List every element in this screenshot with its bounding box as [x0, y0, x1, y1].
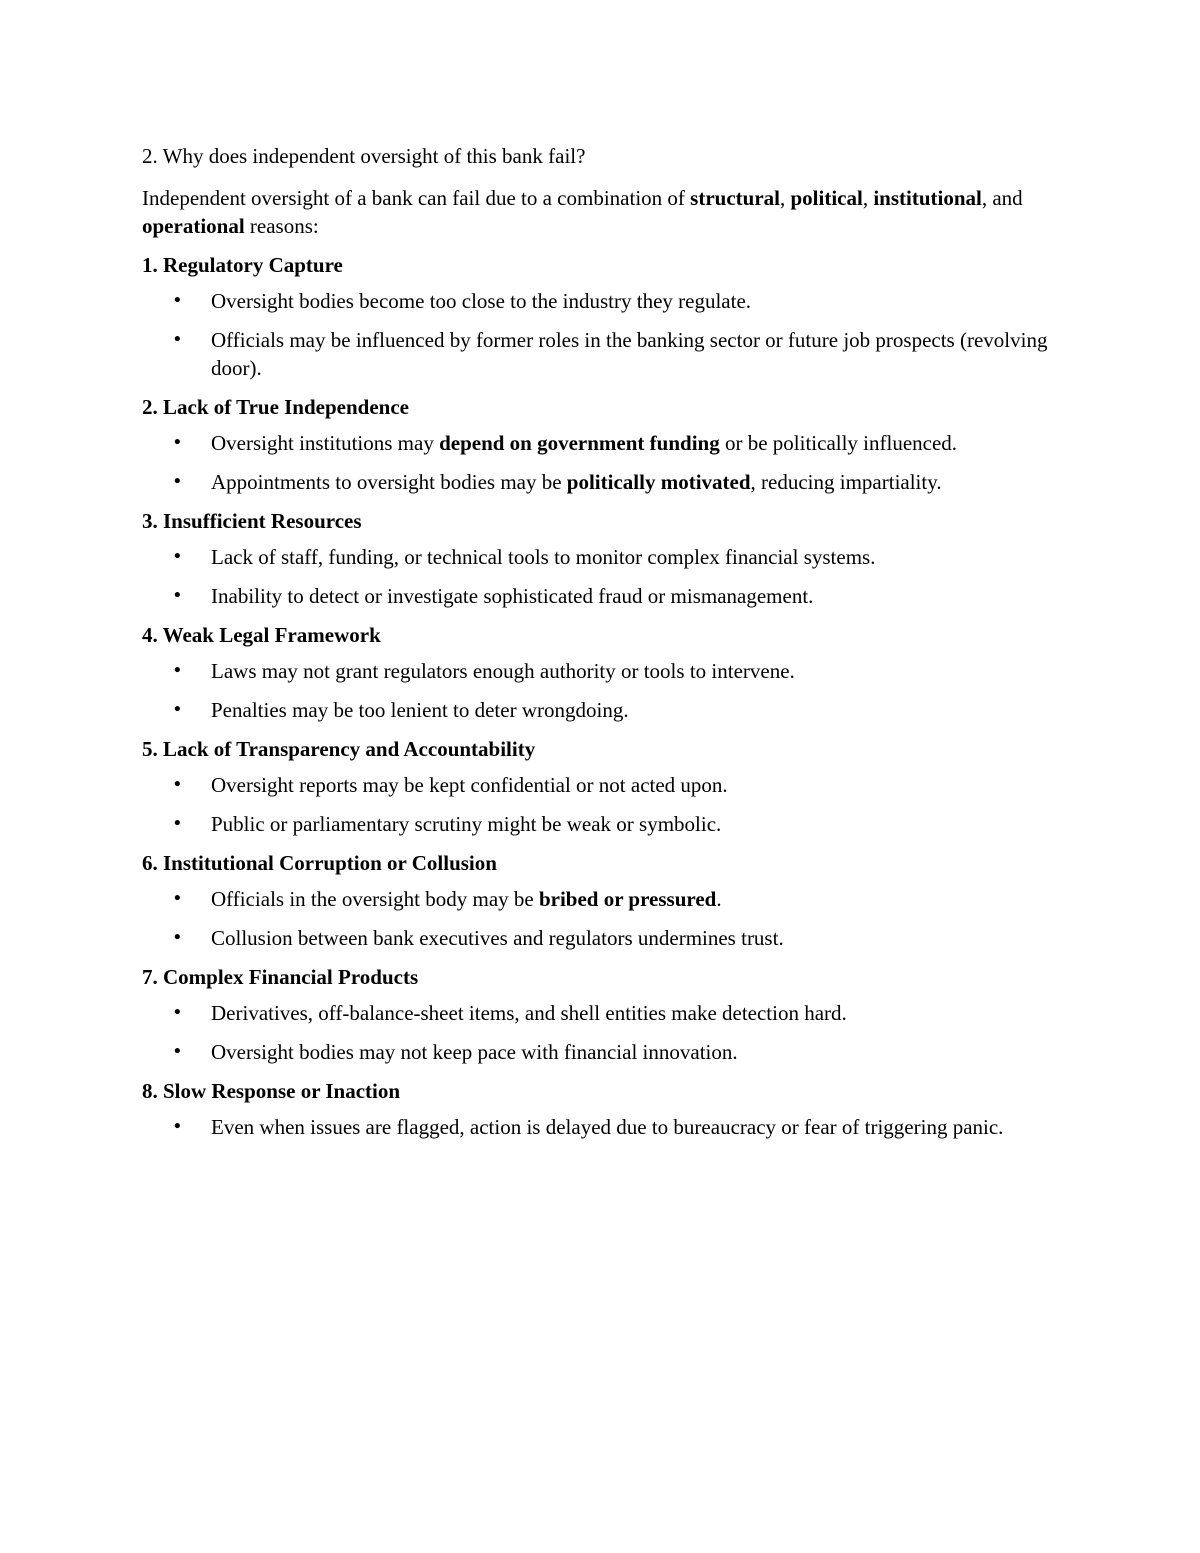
intro-text-4: , and: [981, 186, 1023, 210]
intro-text-1: Independent oversight of a bank can fail due to a combination of: [142, 186, 691, 210]
intro-paragraph: [142, 184, 1062, 240]
bullet-list: [142, 999, 1062, 1066]
section-heading: 2. Lack of True Independence: [142, 395, 409, 419]
section-heading: 8. Slow Response or Inaction: [142, 1079, 401, 1103]
intro-text-5: reasons:: [244, 214, 319, 238]
bullet-icon: •: [174, 813, 181, 834]
section-transparency-accountability: [142, 735, 1062, 838]
bullet-list: [142, 1113, 1062, 1141]
bullet-list: [142, 657, 1062, 724]
section-lack-of-independence: [142, 393, 1062, 496]
bullet-bold-text: politically motivated: [566, 470, 751, 494]
bullet-list: [142, 543, 1062, 610]
section-weak-legal-framework: [142, 621, 1062, 724]
document-page: [142, 142, 1062, 1152]
bullet-item: [142, 1038, 1062, 1066]
bullet-list: [142, 287, 1062, 382]
section-heading: 4. Weak Legal Framework: [142, 623, 381, 647]
bullet-list: [142, 885, 1062, 952]
bullet-text: Inability to detect or investigate sophisticated fraud or mismanagement.: [211, 584, 814, 608]
bullet-text: Derivatives, off-balance-sheet items, and shell entities make detection hard.: [211, 1001, 847, 1025]
bullet-item: [142, 810, 1062, 838]
bullet-text: Oversight institutions may: [211, 431, 440, 455]
bullet-icon: •: [174, 546, 181, 567]
section-regulatory-capture: [142, 251, 1062, 382]
question-text: 2. Why does independent oversight of this bank fail?: [142, 144, 586, 168]
bullet-item: [142, 771, 1062, 799]
bullet-icon: •: [174, 585, 181, 606]
bullet-item: [142, 326, 1062, 382]
section-insufficient-resources: [142, 507, 1062, 610]
bullet-item: [142, 885, 1062, 913]
bullet-icon: •: [174, 699, 181, 720]
section-heading: 1. Regulatory Capture: [142, 253, 343, 277]
bullet-text: Even when issues are flagged, action is delayed due to bureaucracy or fear of triggering panic.: [211, 1115, 1004, 1139]
intro-bold-operational: operational: [142, 214, 245, 238]
bullet-icon: •: [174, 471, 181, 492]
intro-bold-structural: structural: [690, 186, 780, 210]
bullet-text: Laws may not grant regulators enough authority or tools to intervene.: [211, 659, 795, 683]
section-complex-products: [142, 963, 1062, 1066]
bullet-text: Public or parliamentary scrutiny might be weak or symbolic.: [211, 812, 722, 836]
bullet-text: Oversight bodies become too close to the industry they regulate.: [211, 289, 752, 313]
bullet-text: , reducing impartiality.: [750, 470, 942, 494]
bullet-text: Collusion between bank executives and regulators undermines trust.: [211, 926, 784, 950]
bullet-text: Penalties may be too lenient to deter wrongdoing.: [211, 698, 629, 722]
section-heading: 3. Insufficient Resources: [142, 509, 362, 533]
section-heading: 6. Institutional Corruption or Collusion: [142, 851, 497, 875]
bullet-list: [142, 429, 1062, 496]
bullet-text: .: [716, 887, 722, 911]
bullet-text: or be politically influenced.: [719, 431, 958, 455]
bullet-icon: •: [174, 1116, 181, 1137]
bullet-item: [142, 429, 1062, 457]
intro-bold-institutional: institutional: [873, 186, 982, 210]
bullet-text: Officials may be influenced by former roles in the banking sector or future job prospects (revolving door).: [211, 328, 1048, 380]
section-heading: 7. Complex Financial Products: [142, 965, 419, 989]
bullet-item: [142, 543, 1062, 571]
bullet-icon: •: [174, 1002, 181, 1023]
bullet-text: Oversight reports may be kept confidential or not acted upon.: [211, 773, 728, 797]
bullet-item: [142, 696, 1062, 724]
bullet-item: [142, 468, 1062, 496]
bullet-item: [142, 999, 1062, 1027]
section-slow-response: [142, 1077, 1062, 1141]
intro-text-3: ,: [862, 186, 874, 210]
bullet-icon: •: [174, 888, 181, 909]
bullet-text: Appointments to oversight bodies may be: [211, 470, 567, 494]
bullet-item: [142, 657, 1062, 685]
intro-text-2: ,: [779, 186, 791, 210]
bullet-icon: •: [174, 927, 181, 948]
bullet-icon: •: [174, 290, 181, 311]
bullet-text: Officials in the oversight body may be: [211, 887, 539, 911]
bullet-item: [142, 287, 1062, 315]
bullet-icon: •: [174, 660, 181, 681]
section-heading: 5. Lack of Transparency and Accountability: [142, 737, 536, 761]
bullet-bold-text: depend on government funding: [439, 431, 720, 455]
bullet-text: Lack of staff, funding, or technical tools to monitor complex financial systems.: [211, 545, 876, 569]
bullet-icon: •: [174, 329, 181, 350]
bullet-icon: •: [174, 774, 181, 795]
bullet-item: [142, 1113, 1062, 1141]
bullet-icon: •: [174, 432, 181, 453]
bullet-icon: •: [174, 1041, 181, 1062]
bullet-item: [142, 582, 1062, 610]
section-corruption-collusion: [142, 849, 1062, 952]
bullet-text: Oversight bodies may not keep pace with financial innovation.: [211, 1040, 738, 1064]
intro-bold-political: political: [790, 186, 863, 210]
bullet-list: [142, 771, 1062, 838]
bullet-item: [142, 924, 1062, 952]
bullet-bold-text: bribed or pressured: [538, 887, 717, 911]
